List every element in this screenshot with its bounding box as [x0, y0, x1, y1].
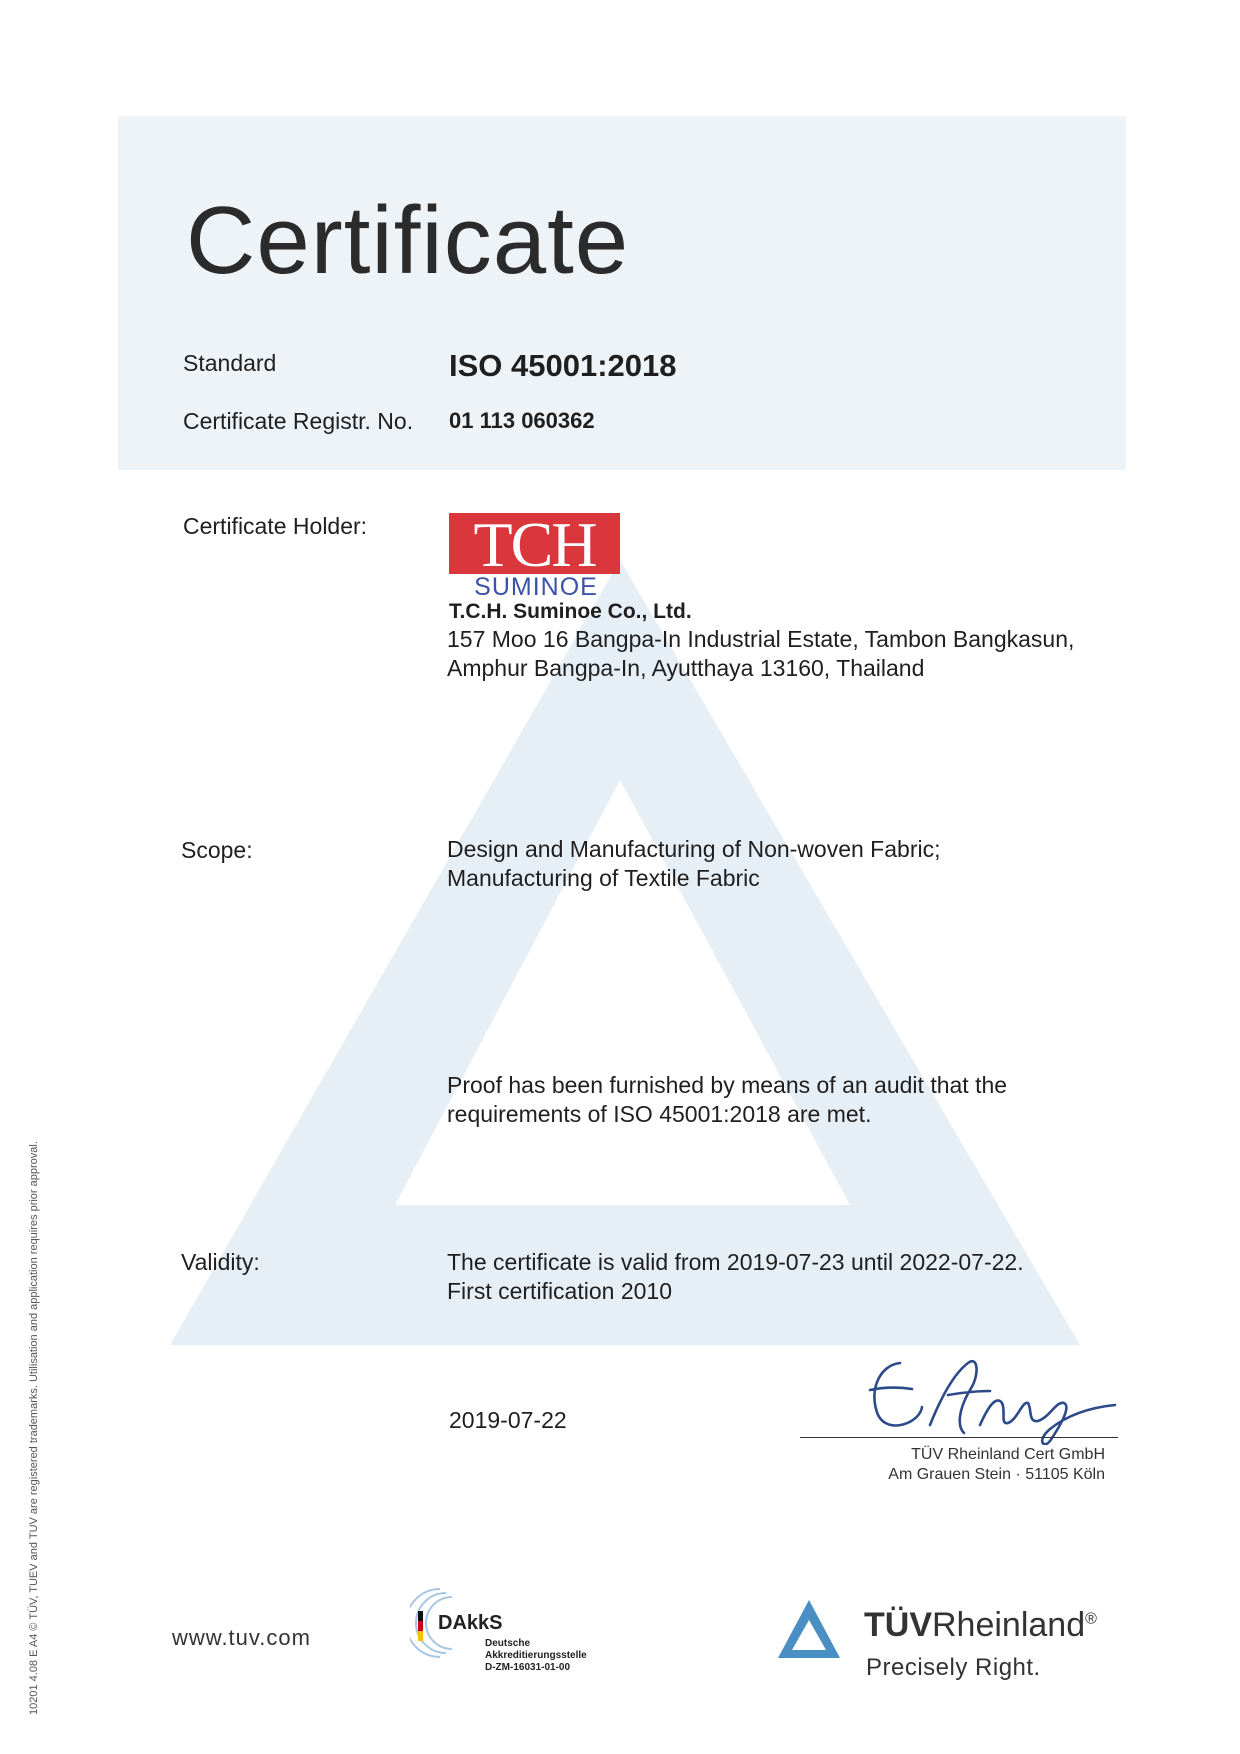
signature — [860, 1345, 1120, 1445]
address-line-2: Amphur Bangpa-In, Ayutthaya 13160, Thailand — [447, 655, 925, 681]
website-link[interactable]: www.tuv.com — [172, 1625, 311, 1650]
tuv-rheinland-brand — [864, 1606, 1097, 1645]
regno-value: 01 113 060362 — [449, 408, 595, 433]
validity-line-1: The certificate is valid from 2019-07-23 until 2022-07-22. — [447, 1249, 1024, 1275]
registered-mark: ® — [1085, 1610, 1097, 1628]
standard-label: Standard — [183, 350, 277, 376]
proof-line-2: requirements of ISO 45001:2018 are met. — [447, 1101, 872, 1127]
issuer-address: Am Grauen Stein · 51105 Köln — [888, 1466, 1105, 1483]
dakks-line-1: Deutsche — [485, 1638, 531, 1649]
validity-label: Validity: — [181, 1249, 260, 1275]
signature-line — [800, 1437, 1118, 1438]
issuer-block — [888, 1446, 1105, 1484]
tch-logo: TCH — [449, 513, 620, 574]
issuer-name: TÜV Rheinland Cert GmbH — [911, 1446, 1105, 1463]
dakks-line-2: Akkreditierungsstelle — [485, 1650, 587, 1661]
standard-value: ISO 45001:2018 — [449, 348, 677, 383]
certificate-title: Certificate — [186, 187, 630, 294]
tuv-slogan: Precisely Right. — [866, 1654, 1041, 1681]
proof-line-1: Proof has been furnished by means of an audit that the — [447, 1072, 1008, 1098]
holder-label: Certificate Holder: — [183, 513, 368, 539]
proof-text — [447, 1071, 1007, 1129]
dakks-name: DAkkS — [438, 1612, 503, 1634]
scope-line-2: Manufacturing of Textile Fabric — [447, 865, 760, 891]
issue-date: 2019-07-22 — [449, 1407, 567, 1433]
scope-line-1: Design and Manufacturing of Non-woven Fabric; — [447, 836, 941, 862]
validity-line-2: First certification 2010 — [447, 1278, 672, 1304]
regno-label: Certificate Registr. No. — [183, 408, 414, 434]
side-legal-note: 10201 4.08 E A4 © TÜV, TUEV and TUV are registered trademarks. Utilisation and application requires prior approval. — [28, 1141, 40, 1715]
validity-text — [447, 1248, 1024, 1306]
dakks-line-3: D-ZM-16031-01-00 — [485, 1662, 571, 1673]
holder-address — [447, 625, 1074, 683]
scope-text — [447, 835, 940, 893]
dakks-details — [485, 1638, 587, 1674]
suminoe-logo-text: SUMINOE — [474, 573, 598, 601]
address-line-1: 157 Moo 16 Bangpa-In Industrial Estate, Tambon Bangkasun, — [447, 626, 1075, 652]
tuv-brand-bold: TÜV — [864, 1606, 932, 1644]
tuv-triangle-icon — [774, 1596, 844, 1662]
tuv-brand-rest: Rheinland — [932, 1606, 1086, 1644]
holder-company: T.C.H. Suminoe Co., Ltd. — [449, 600, 692, 623]
scope-label: Scope: — [181, 837, 253, 863]
